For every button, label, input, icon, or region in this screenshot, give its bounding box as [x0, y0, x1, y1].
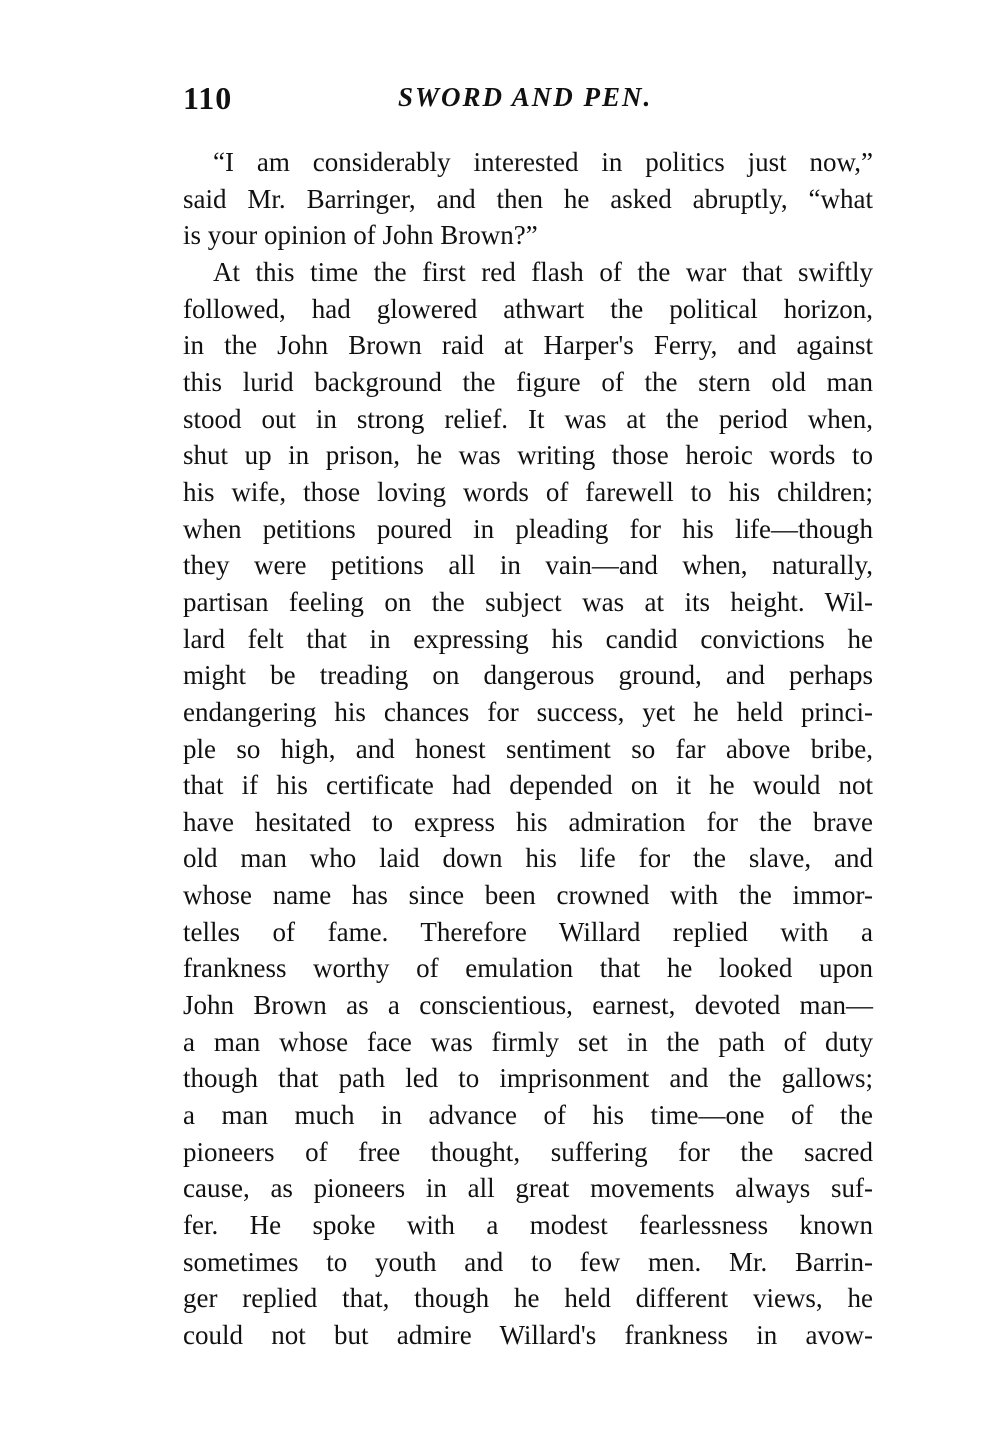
text-line: whose name has since been crowned with the immor- — [183, 880, 873, 911]
text-line: in the John Brown raid at Harper's Ferry, and against — [183, 330, 873, 361]
page-number: 110 — [183, 80, 233, 116]
text-line: his wife, those loving words of farewell to his children; — [183, 476, 873, 507]
text-line: John Brown as a conscientious, earnest, devoted man— — [183, 990, 873, 1021]
text-line: fer. He spoke with a modest fearlessness known — [183, 1210, 873, 1241]
text-line: a man much in advance of his time—one of the — [183, 1100, 873, 1131]
text-line: a man whose face was firmly set in the path of duty — [183, 1026, 873, 1057]
text-line: old man who laid down his life for the slave, and — [183, 843, 873, 874]
text-line: frankness worthy of emulation that he looked upon — [183, 953, 873, 984]
text-line: endangering his chances for success, yet he held princi- — [183, 696, 873, 727]
text-line: when petitions poured in pleading for his life—though — [183, 513, 873, 544]
text-line: ger replied that, though he held different views, he — [183, 1283, 873, 1314]
page-body-text — [183, 144, 873, 1354]
text-line: At this time the first red flash of the war that swiftly — [213, 256, 873, 287]
text-line: they were petitions all in vain—and when, naturally, — [183, 550, 873, 581]
text-line: have hesitated to express his admiration for the brave — [183, 806, 873, 837]
text-line: this lurid background the figure of the stern old man — [183, 366, 873, 397]
text-line: followed, had glowered athwart the political horizon, — [183, 293, 873, 324]
text-line: shut up in prison, he was writing those heroic words to — [183, 440, 873, 471]
text-line: stood out in strong relief. It was at the period when, — [183, 403, 873, 434]
text-line: pioneers of free thought, suffering for the sacred — [183, 1136, 873, 1167]
text-line: said Mr. Barringer, and then he asked abruptly, “what — [183, 183, 873, 214]
text-line: “I am considerably interested in politics just now,” — [213, 147, 873, 177]
text-line: cause, as pioneers in all great movements always suf- — [183, 1173, 873, 1204]
text-line: that if his certificate had depended on it he would not — [183, 770, 873, 801]
text-line: sometimes to youth and to few men. Mr. Barrin- — [183, 1246, 873, 1277]
text-line: partisan feeling on the subject was at its height. Wil- — [183, 586, 873, 617]
text-line: is your opinion of John Brown?” — [183, 220, 538, 251]
text-line: might be treading on dangerous ground, and perhaps — [183, 660, 873, 691]
text-line: telles of fame. Therefore Willard replied with a — [183, 916, 873, 947]
text-line: though that path led to imprisonment and the gallows; — [183, 1063, 873, 1094]
text-line: ple so high, and honest sentiment so far above bribe, — [183, 733, 873, 764]
text-line: could not but admire Willard's frankness in avow- — [183, 1320, 873, 1350]
text-line: lard felt that in expressing his candid convictions he — [183, 623, 873, 654]
running-title: SWORD AND PEN. — [398, 82, 653, 112]
